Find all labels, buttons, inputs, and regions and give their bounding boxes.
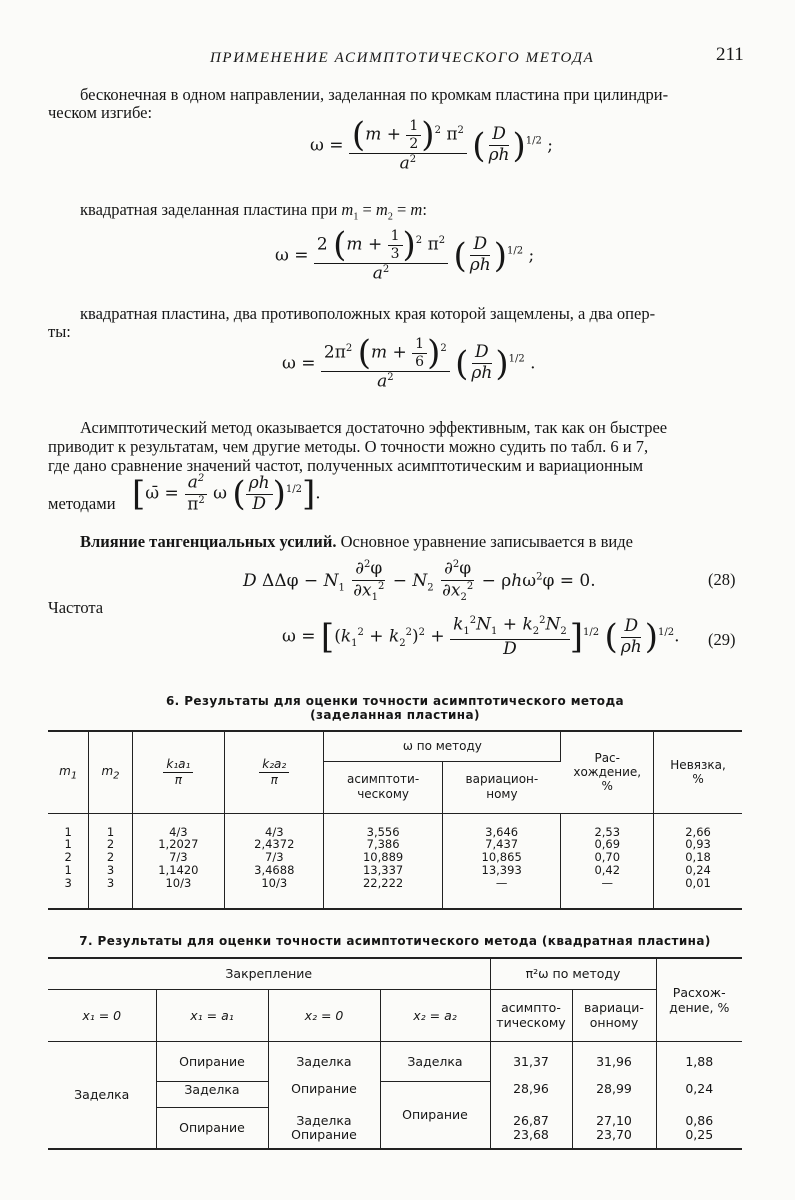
cell-first-col: Заделка	[48, 1041, 156, 1149]
section-text: Основное уравнение записывается в виде	[340, 532, 633, 551]
formula-3: ω = $2\pi^2$ (m + $\frac{1}{6}$ )$^2$ $a^2$ ( $\frac{D}{\rho h}$ )$^{1/2}$ .	[282, 333, 536, 392]
cell: 2,53	[594, 824, 621, 839]
cell: 3	[106, 875, 115, 890]
cell: 0,86 0,25	[685, 1112, 714, 1142]
header-var: вариацион- ному	[442, 761, 561, 813]
cell: 3,646	[485, 824, 519, 839]
cell: 1	[106, 824, 115, 839]
caption-line: (заделанная пластина)	[310, 708, 480, 722]
header-fixation: Закрепление	[48, 958, 490, 989]
running-title: ПРИМЕНЕНИЕ АСИМПТОТИЧЕСКОГО МЕТОДА	[210, 50, 595, 66]
cell: 3	[64, 875, 72, 890]
running-header	[0, 42, 795, 72]
paragraph-line: бесконечная в одном направлении, заделанная по кромкам пластина при цилиндри-	[80, 85, 669, 104]
cell: 3,4688	[254, 862, 295, 877]
paragraph-line: ты:	[48, 322, 71, 341]
col-residual-values	[654, 813, 742, 909]
cell: 31,96	[572, 1041, 656, 1081]
equation-number: (28)	[708, 570, 736, 589]
col-k2-values	[225, 813, 324, 909]
header-k1a1: $\frac{\text{k₁a₁}}{\pi}$	[132, 731, 225, 813]
formula-2: ω = 2 (m + $\frac{1}{3}$ )$^2$ $\pi^2$ $a^2$ ( $\frac{D}{\rho h}$ )$^{1/2}$ ;	[275, 225, 535, 284]
cell: 3,556	[366, 824, 400, 839]
cell: 0,42	[594, 862, 621, 877]
table-6-caption	[48, 694, 742, 722]
header-m2: $m_2$	[89, 731, 132, 813]
cell: 2,4372	[254, 837, 295, 852]
paragraph-line: приводит к результатам, чем другие методы. О точности можно судить по табл. 6 и 7,	[48, 437, 649, 456]
cell: Опирание	[268, 1081, 380, 1107]
cell: Заделка	[380, 1041, 490, 1081]
section-line	[80, 532, 633, 551]
cell: 0,24	[685, 862, 711, 877]
header-diff: Расхож- дение, %	[656, 958, 742, 1041]
header-omega-group: ω по методу	[324, 731, 561, 761]
cell: Заделка	[268, 1041, 380, 1081]
header-m1: $m_1$	[48, 731, 89, 813]
cell: 28,96	[490, 1081, 572, 1107]
cell: 28,99	[572, 1081, 656, 1107]
formula-1: ω = (m + $\frac{1}{2}$ )$^2$ $\pi^2$ $a^2$ ( $\frac{D}{\rho h}$ )$^{1/2}$ ;	[310, 115, 554, 174]
cell: 22,222	[362, 875, 404, 890]
header-residual: Невязка, %	[654, 731, 742, 813]
header-group: π²ω по методу	[490, 958, 656, 989]
paragraph-text: квадратная заделанная пластина при	[80, 200, 338, 219]
cell: 2,66	[685, 824, 711, 839]
cell: 1	[64, 824, 72, 839]
caption-line: 6. Результаты для оценки точности асимптотического метода	[165, 694, 625, 708]
cell: 0,24	[685, 1081, 714, 1096]
cell: 0,70	[594, 850, 621, 865]
equation-number: (29)	[708, 630, 736, 649]
paragraph-line: ческом изгибе:	[48, 103, 153, 122]
cell: 0,93	[685, 837, 711, 852]
cell: 10/3	[165, 875, 192, 890]
cell: 7,386	[366, 837, 400, 852]
header-x1-0: x₁ = 0	[48, 989, 156, 1041]
cell: 31,37	[490, 1041, 572, 1081]
header-var: вариаци- онному	[572, 989, 656, 1041]
paragraph-line: методами	[48, 494, 116, 513]
cell: 13,393	[481, 862, 522, 877]
cell: Заделка Опирание	[268, 1107, 380, 1149]
paragraph-line: квадратная заделанная пластина при $m_1 = m_2 = m$:	[80, 200, 427, 223]
col-var-values	[442, 813, 561, 909]
paragraph-line: где дано сравнение значений частот, полученных асимптотическим и вариационным	[48, 456, 644, 475]
cell: Опирание	[156, 1107, 268, 1149]
page-number: 211	[716, 44, 744, 65]
cell: 7/3	[169, 850, 188, 865]
equation-29: $\omega = [(k_1^2 + k_2^2)^2$ + $\frac{k_1^2N_1 + k_2^2N_2}{D}$ ]$^{1/2}$ ( $\frac{D}{\rho h}$ )$^{1/2}$.	[282, 614, 680, 659]
section-title: Влияние тангенциальных усилий.	[80, 532, 337, 551]
cell: 3	[106, 862, 115, 877]
cell: 0,18	[685, 850, 711, 865]
cell: —	[601, 875, 613, 890]
cell: 1,1420	[158, 862, 199, 877]
cell: 0,69	[594, 837, 621, 852]
cell: 1	[64, 862, 72, 877]
paragraph-line: Асимптотический метод оказывается достаточно эффективным, так как он быстрее	[80, 418, 668, 437]
equation-28: D $\Delta\Delta\varphi - N_1$ $\frac{\partial^2\varphi}{\partial x_1^2}$ − $N_2$ $\frac{\partial^2\varphi}{\partial x_2^2}$ − ρhω$^2$φ = 0.	[243, 558, 596, 603]
header-x1-a: x₁ = a₁	[156, 989, 268, 1041]
cell: 10,865	[481, 850, 522, 865]
header-asym: асимптоти- ческому	[324, 761, 443, 813]
cell: 2	[106, 837, 115, 852]
table-7	[48, 957, 742, 1150]
cell: 27,10 23,70	[572, 1107, 656, 1149]
cell: 10,889	[362, 850, 404, 865]
cell: —	[495, 875, 508, 890]
cell: 4/3	[169, 824, 188, 839]
header-diff: Рас- хождение, %	[561, 731, 654, 813]
header-asym: асимпто- тическому	[490, 989, 572, 1041]
cell: Опирание	[380, 1081, 490, 1149]
cell: 10/3	[261, 875, 288, 890]
cell: 1,88	[685, 1053, 714, 1069]
col-asym-values	[324, 813, 443, 909]
cell: 7,437	[485, 837, 519, 852]
formula-omega-bar: [ω̄ = $\frac{a^2}{\pi^2}$ ω ( $\frac{\rho h}{D}$ )$^{1/2}$].	[132, 472, 321, 515]
cell: 2	[106, 850, 115, 865]
cell: 7/3	[265, 850, 284, 865]
cell: 0,01	[685, 875, 711, 890]
cell: Заделка	[156, 1081, 268, 1107]
col-m2-values	[89, 813, 132, 909]
header-x2-a: x₂ = a₂	[380, 989, 490, 1041]
table-6	[48, 730, 742, 910]
col-m1-values	[48, 813, 89, 909]
cell: Опирание	[156, 1041, 268, 1081]
frequency-label: Частота	[48, 598, 104, 617]
cell: 2	[64, 850, 72, 865]
cell: 26,87 23,68	[490, 1107, 572, 1149]
paragraph-line: квадратная пластина, два противоположных края которой защемлены, а два опер-	[80, 304, 656, 323]
table-7-caption: 7. Результаты для оценки точности асимптотического метода (квадратная пластина)	[79, 934, 711, 948]
cell: 1	[64, 837, 72, 852]
header-k2a2: $\frac{\text{k₂a₂}}{\pi}$	[225, 731, 324, 813]
col-diff-values	[561, 813, 654, 909]
col-k1-values	[132, 813, 225, 909]
cell: 13,337	[362, 862, 404, 877]
header-x2-0: x₂ = 0	[268, 989, 380, 1041]
cell: 4/3	[265, 824, 284, 839]
cell: 1,2027	[158, 837, 199, 852]
